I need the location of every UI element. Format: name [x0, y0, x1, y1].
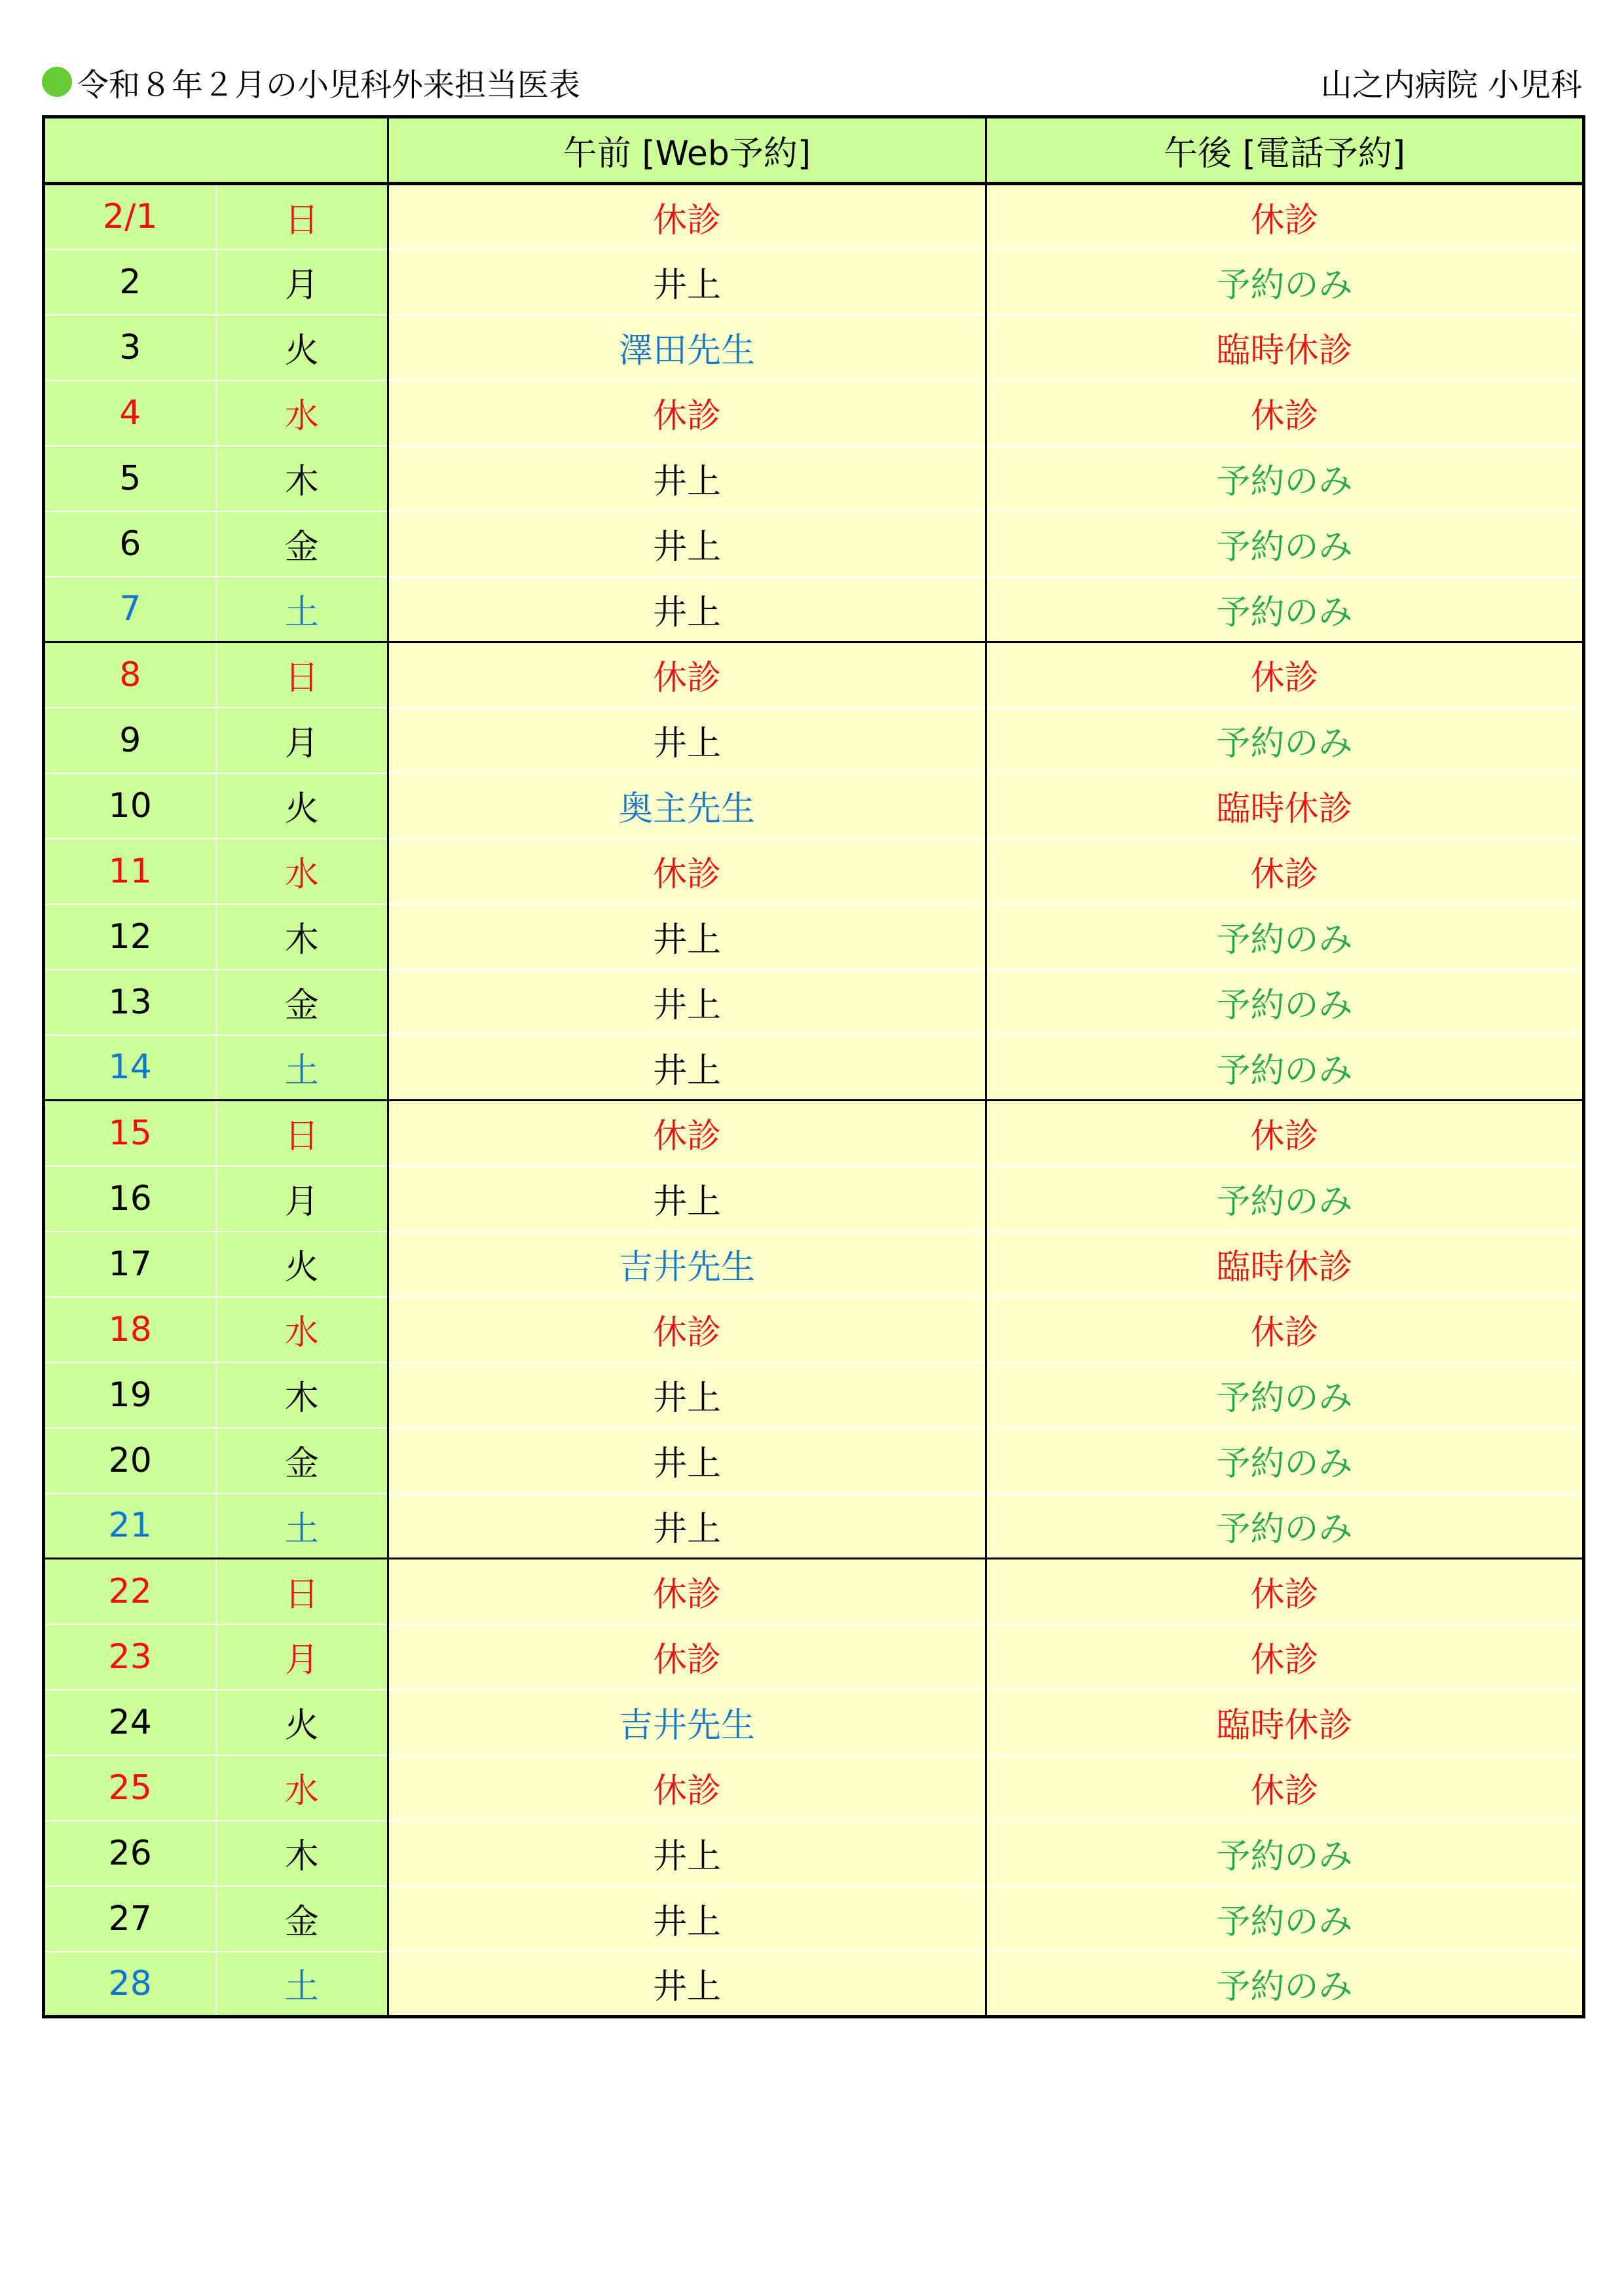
pm-cell: 予約のみ	[986, 1428, 1584, 1493]
weekday-cell: 土	[216, 577, 388, 642]
am-cell: 井上	[388, 1166, 986, 1231]
table-row	[44, 708, 1584, 773]
date-cell: 12	[44, 904, 216, 970]
weekday-cell: 火	[216, 315, 388, 380]
table-row	[44, 249, 1584, 315]
table-header-row	[44, 117, 1584, 184]
weekday-cell: 土	[216, 1035, 388, 1101]
am-cell: 井上	[388, 904, 986, 970]
table-row	[44, 1755, 1584, 1821]
pm-cell: 臨時休診	[986, 315, 1584, 380]
date-cell: 27	[44, 1886, 216, 1952]
table-row	[44, 642, 1584, 708]
am-cell: 吉井先生	[388, 1690, 986, 1755]
weekday-cell: 金	[216, 511, 388, 577]
am-cell: 井上	[388, 1493, 986, 1559]
weekday-cell: 水	[216, 1755, 388, 1821]
am-cell: 休診	[388, 1101, 986, 1166]
pm-cell: 臨時休診	[986, 1690, 1584, 1755]
am-cell: 井上	[388, 1952, 986, 2017]
weekday-cell: 金	[216, 970, 388, 1035]
am-cell: 井上	[388, 970, 986, 1035]
am-cell: 井上	[388, 1821, 986, 1886]
am-cell: 吉井先生	[388, 1231, 986, 1297]
table-row	[44, 904, 1584, 970]
pm-cell: 臨時休診	[986, 1231, 1584, 1297]
pm-cell: 予約のみ	[986, 249, 1584, 315]
pm-cell: 予約のみ	[986, 1035, 1584, 1101]
weekday-cell: 水	[216, 839, 388, 904]
date-cell: 2/1	[44, 184, 216, 249]
table-row	[44, 1231, 1584, 1297]
date-cell: 24	[44, 1690, 216, 1755]
table-row	[44, 1166, 1584, 1231]
weekday-cell: 木	[216, 904, 388, 970]
date-cell: 5	[44, 446, 216, 511]
am-cell: 休診	[388, 184, 986, 249]
am-cell: 休診	[388, 642, 986, 708]
weekday-cell: 木	[216, 1362, 388, 1428]
pm-cell: 休診	[986, 839, 1584, 904]
date-cell: 21	[44, 1493, 216, 1559]
hospital-name: 山之内病院 小児科	[1320, 66, 1582, 103]
date-cell: 2	[44, 249, 216, 315]
pm-cell: 休診	[986, 1101, 1584, 1166]
header-date-cell	[44, 117, 388, 184]
date-cell: 19	[44, 1362, 216, 1428]
weekday-cell: 土	[216, 1493, 388, 1559]
date-cell: 28	[44, 1952, 216, 2017]
page-header	[42, 59, 1582, 105]
am-cell: 井上	[388, 1886, 986, 1952]
am-cell: 休診	[388, 1559, 986, 1624]
weekday-cell: 日	[216, 642, 388, 708]
date-cell: 15	[44, 1101, 216, 1166]
weekday-cell: 木	[216, 1821, 388, 1886]
date-cell: 4	[44, 380, 216, 446]
pm-cell: 予約のみ	[986, 446, 1584, 511]
weekday-cell: 金	[216, 1886, 388, 1952]
weekday-cell: 日	[216, 1559, 388, 1624]
pm-cell: 予約のみ	[986, 904, 1584, 970]
table-row	[44, 1624, 1584, 1690]
am-cell: 井上	[388, 446, 986, 511]
table-row	[44, 315, 1584, 380]
table-row	[44, 577, 1584, 642]
weekday-cell: 金	[216, 1428, 388, 1493]
am-cell: 井上	[388, 577, 986, 642]
table-row	[44, 511, 1584, 577]
weekday-cell: 水	[216, 1297, 388, 1362]
table-row	[44, 1493, 1584, 1559]
date-cell: 11	[44, 839, 216, 904]
pm-cell: 予約のみ	[986, 970, 1584, 1035]
pm-cell: 予約のみ	[986, 511, 1584, 577]
am-cell: 井上	[388, 511, 986, 577]
table-row	[44, 839, 1584, 904]
pm-cell: 休診	[986, 1559, 1584, 1624]
pm-cell: 予約のみ	[986, 1886, 1584, 1952]
date-cell: 9	[44, 708, 216, 773]
pm-cell: 休診	[986, 184, 1584, 249]
weekday-cell: 月	[216, 1624, 388, 1690]
am-cell: 井上	[388, 1362, 986, 1428]
table-row	[44, 184, 1584, 249]
am-cell: 休診	[388, 1624, 986, 1690]
pm-cell: 休診	[986, 1297, 1584, 1362]
date-cell: 7	[44, 577, 216, 642]
date-cell: 14	[44, 1035, 216, 1101]
weekday-cell: 日	[216, 1101, 388, 1166]
date-cell: 17	[44, 1231, 216, 1297]
am-cell: 井上	[388, 249, 986, 315]
am-cell: 井上	[388, 1428, 986, 1493]
table-row	[44, 1035, 1584, 1101]
weekday-cell: 木	[216, 446, 388, 511]
schedule-table	[42, 115, 1585, 2018]
am-cell: 井上	[388, 708, 986, 773]
weekday-cell: 月	[216, 249, 388, 315]
weekday-cell: 水	[216, 380, 388, 446]
table-row	[44, 773, 1584, 839]
green-dot-icon	[42, 67, 72, 97]
weekday-cell: 月	[216, 708, 388, 773]
schedule-body	[44, 184, 1584, 2017]
date-cell: 10	[44, 773, 216, 839]
table-row	[44, 1886, 1584, 1952]
date-cell: 16	[44, 1166, 216, 1231]
table-row	[44, 1690, 1584, 1755]
pm-cell: 予約のみ	[986, 1493, 1584, 1559]
pm-cell: 臨時休診	[986, 773, 1584, 839]
date-cell: 13	[44, 970, 216, 1035]
weekday-cell: 土	[216, 1952, 388, 2017]
weekday-cell: 月	[216, 1166, 388, 1231]
table-row	[44, 1559, 1584, 1624]
date-cell: 6	[44, 511, 216, 577]
table-row	[44, 1297, 1584, 1362]
date-cell: 18	[44, 1297, 216, 1362]
table-row	[44, 970, 1584, 1035]
am-cell: 井上	[388, 1035, 986, 1101]
pm-cell: 休診	[986, 380, 1584, 446]
am-cell: 休診	[388, 380, 986, 446]
am-cell: 休診	[388, 839, 986, 904]
table-row	[44, 1362, 1584, 1428]
page-title: 令和８年２月の小児科外来担当医表	[77, 66, 581, 103]
date-cell: 22	[44, 1559, 216, 1624]
table-row	[44, 446, 1584, 511]
table-row	[44, 1101, 1584, 1166]
table-row	[44, 1821, 1584, 1886]
table-row	[44, 1428, 1584, 1493]
table-row	[44, 380, 1584, 446]
pm-cell: 予約のみ	[986, 708, 1584, 773]
date-cell: 8	[44, 642, 216, 708]
date-cell: 26	[44, 1821, 216, 1886]
date-cell: 3	[44, 315, 216, 380]
header-title-group	[42, 60, 580, 105]
weekday-cell: 火	[216, 773, 388, 839]
am-cell: 奥主先生	[388, 773, 986, 839]
table-row	[44, 1952, 1584, 2017]
header-am: 午前 [Web予約]	[388, 117, 986, 184]
pm-cell: 休診	[986, 642, 1584, 708]
pm-cell: 予約のみ	[986, 1821, 1584, 1886]
weekday-cell: 火	[216, 1690, 388, 1755]
weekday-cell: 日	[216, 184, 388, 249]
date-cell: 25	[44, 1755, 216, 1821]
date-cell: 20	[44, 1428, 216, 1493]
pm-cell: 予約のみ	[986, 577, 1584, 642]
am-cell: 澤田先生	[388, 315, 986, 380]
pm-cell: 休診	[986, 1755, 1584, 1821]
pm-cell: 予約のみ	[986, 1166, 1584, 1231]
pm-cell: 予約のみ	[986, 1362, 1584, 1428]
am-cell: 休診	[388, 1297, 986, 1362]
header-pm: 午後 [電話予約]	[986, 117, 1584, 184]
pm-cell: 予約のみ	[986, 1952, 1584, 2017]
weekday-cell: 火	[216, 1231, 388, 1297]
am-cell: 休診	[388, 1755, 986, 1821]
date-cell: 23	[44, 1624, 216, 1690]
pm-cell: 休診	[986, 1624, 1584, 1690]
